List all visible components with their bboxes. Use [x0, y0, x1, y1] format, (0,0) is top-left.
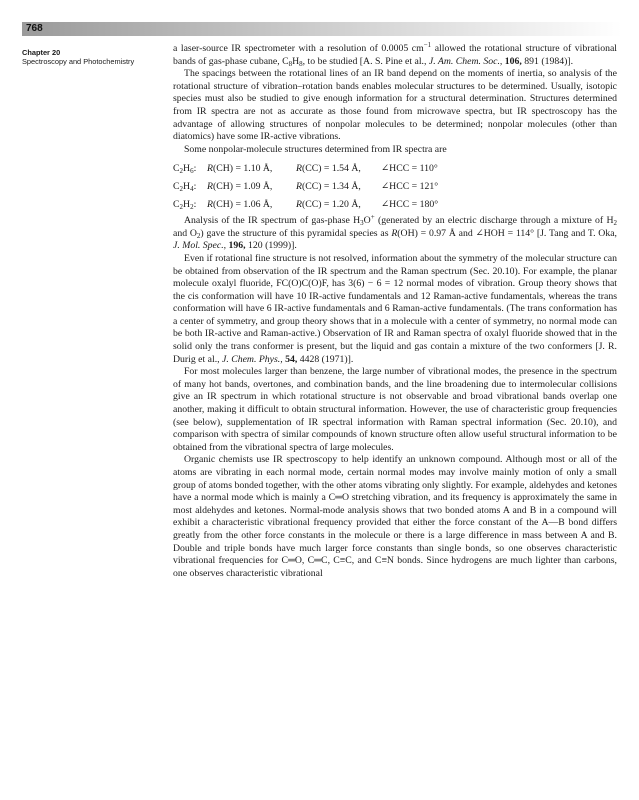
structure-row-ethylene: $C_2H_4$: R(CH) = 1.09 Å, R(CC) = 1.34 Å, ∠HCC = 121°	[173, 180, 439, 193]
paragraph-1: a laser-source IR spectrometer with a resolution of 0.0005 $cm^{-1}$ allowed the rotational structure of vibrational bands of gas-phase cubane, $C_8H_8$, to be studied [A. S. Pine et al., J. Am. Chem. Soc., 106, 891 (1984)].	[173, 41, 618, 68]
paragraph-7: Organic chemists use IR spectroscopy to help identify an unknown compound. Although most or all of the atoms are vibrating in each normal mode, certain normal modes may involve mainly motion of only a small group of atoms bonded together, with the other atoms vibrating only slightly. For example, aldehydes and ketones have a normal mode which is mainly a C═O stretching vibration, and its frequency is approximately the same in most aldehydes and ketones. Normal-mode analysis shows that two bonded atoms A and B in a compound will exhibit a characteristic vibrational frequency provided that either the force constant of the A—B bond differs greatly from the other force constants in the molecule or there is a large difference in mass between A and B. Double and triple bonds have much larger force constants than single bonds, so one observes characteristic vibrational frequencies for C═O, C═C, C≡C, and C≡N bonds. Since hydrogens are much lighter than carbons, one observes characteristic vibrational	[173, 454, 617, 579]
page-header-bar	[22, 22, 622, 36]
paragraph-2: The spacings between the rotational lines of an IR band depend on the moments of inertia, so analysis of the rotational structure of vibration–rotation bands enables molecular structures to be determined. Usually, isotopic species must also be studied to give enough information for a structural determination. Structures determined from IR spectra are not as accurate as those found from microwave spectra, but IR spectroscopy has the advantage of allowing structures of nonpolar molecules to be determined; nonpolar molecules (other than diatomics) have some IR-active vibrations.	[173, 68, 617, 143]
paragraph-4: Analysis of the IR spectrum of gas-phase $H_3O^+$ (generated by an electric discharge through a mixture of $H_2$ and $O_2$) gave the structure of this pyramidal species as R(OH) = 0.97 Å and ∠HOH = 114° [J. Tang and T. Oka, J. Mol. Spec., 196, 120 (1999)].	[173, 213, 617, 252]
running-head	[22, 48, 172, 66]
body-text	[173, 43, 617, 580]
chapter-title: Spectroscopy and Photochemistry	[22, 57, 135, 66]
paragraph-3: Some nonpolar-molecule structures determined from IR spectra are	[184, 143, 447, 155]
paragraph-6: For most molecules larger than benzene, the large number of vibrational modes, the presence in the spectrum of many hot bands, overtones, and combination bands, and the line broadening due to intermolecular collisions give an IR spectrum in which rotational structure is not observable and broad vibrational bands overlap one another, making it difficult to obtain structural information. However, the use of characteristic group frequencies (see below), supplementation of IR spectral information with Raman spectral information (Sec. 20.10), and comparison with spectra of similar compounds of known structure often allow useful structural information to be obtained from the vibrational spectra of large molecules.	[173, 366, 617, 453]
paragraph-5: Even if rotational fine structure is not resolved, information about the symmetry of the molecular structure can be obtained from observation of the IR spectrum and the Raman spectrum (Sec. 20.10). For example, the planar molecule oxalyl fluoride, FC(O)C(O)F, has 3(6) − 6 = 12 normal modes of vibration. Group theory shows that the cis conformation will have 10 IR-active fundamentals and 12 Raman-active fundamentals, whereas the trans conformation will have 6 IR-active fundamentals and 6 Raman-active fundamentals. (The trans conformation has a center of symmetry, and group theory shows that in a molecule with a center of symmetry, no normal mode can be both IR-active and Raman-active.) Observation of IR and Raman spectra of oxalyl fluoride showed that in the solid only the trans conformer is present, but the liquid and gas contain a mixture of the two conformers [J. R. Durig et al., J. Chem. Phys., 54, 4428 (1971)].	[173, 252, 617, 365]
structure-row-acetylene: $C_2H_2$: R(CH) = 1.06 Å, R(CC) = 1.20 Å, ∠HCC = 180°	[173, 198, 439, 211]
structure-row-ethane: $C_2H_6$: R(CH) = 1.10 Å, R(CC) = 1.54 Å, ∠HCC = 110°	[173, 163, 438, 176]
structure-list	[173, 160, 617, 213]
chapter-label: Chapter 20	[22, 48, 61, 57]
page-number: 768	[26, 23, 43, 34]
